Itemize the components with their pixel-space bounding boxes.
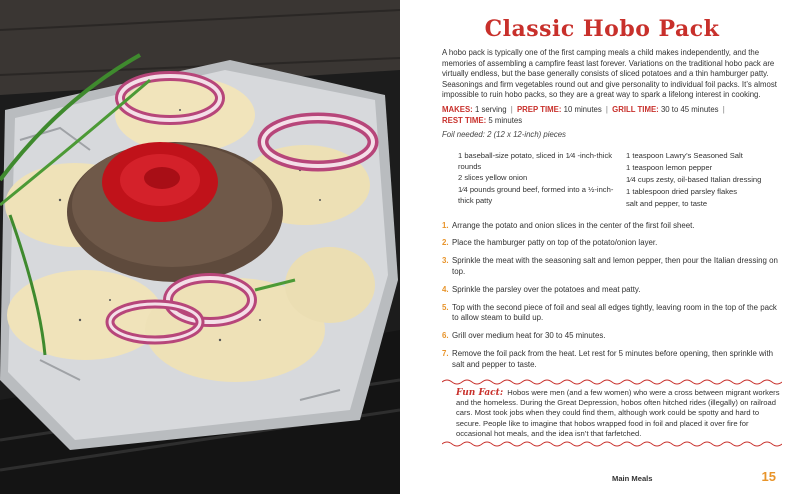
prep-time-value: 10 minutes xyxy=(563,104,602,114)
ingredient-item: 1⁄4 cups zesty, oil-based Italian dressing xyxy=(626,174,762,184)
step-text: Arrange the potato and onion slices in the center of the first foil sheet. xyxy=(452,220,695,230)
makes-label: MAKES: xyxy=(442,104,473,114)
prep-time-label: PREP TIME: xyxy=(516,104,562,114)
step-text: Grill over medium heat for 30 to 45 minutes. xyxy=(452,331,606,341)
step-text: Sprinkle the meat with the seasoning salt and lemon pepper, then pour the Italian dressing on top. xyxy=(452,256,778,277)
ingredient-item: 1 teaspoon lemon pepper xyxy=(626,163,713,173)
meta-separator: | xyxy=(605,104,608,114)
instruction-steps xyxy=(442,221,782,371)
step-text: Top with the second piece of foil and seal all edges tightly, leaving room in the top of the pack to allow steam to build up. xyxy=(452,302,777,323)
instruction-step xyxy=(442,238,782,249)
rest-time-label: REST TIME: xyxy=(442,115,487,125)
grill-time-label: GRILL TIME: xyxy=(612,104,659,114)
ingredients-column-left xyxy=(458,151,626,211)
meta-separator: | xyxy=(510,104,513,114)
ingredient-item: 1 tablespoon dried parsley flakes xyxy=(626,186,738,196)
rest-time-value: 5 minutes xyxy=(488,115,523,125)
makes-value: 1 serving xyxy=(474,104,507,114)
step-number: 4. xyxy=(442,284,449,294)
fun-fact-text: Hobos were men (and a few women) who were a cross between migrant workers and the homeless. During the Great Depression, hobos often hitched rides (illegally) on railroad cars. Most took jobs when they could find them, although work could be spotty and hard to secure. People like to imagine that hobos wrapped food in foil and placed it over fire for occasional hot meals, and the idea isn’t that farfetched. xyxy=(456,387,780,439)
step-number: 3. xyxy=(442,256,449,266)
meta-separator: | xyxy=(722,104,725,114)
foil-needed: Foil needed: 2 (12 x 12-inch) pieces xyxy=(442,130,566,140)
footer-section-name: Main Meals xyxy=(612,474,653,483)
instruction-step xyxy=(442,331,782,342)
ingredient-item: 1⁄4 pounds ground beef, formed into a ½-inch-thick patty xyxy=(458,185,614,205)
wavy-divider-bottom xyxy=(442,440,782,448)
step-number: 1. xyxy=(442,220,449,230)
fun-fact-box xyxy=(442,378,782,448)
recipe-meta xyxy=(442,105,782,126)
ingredients-column-right xyxy=(626,151,776,211)
instruction-step xyxy=(442,285,782,296)
recipe-intro: A hobo pack is typically one of the first camping meals a child makes independently, and the memories of assembling a campfire feast last forever. Variations on the traditional hobo pack are virtually endless, but the base generally consists of sliced potatoes and a thin hamburger patty. Seasonings and firm vegetables round out and give personality to individual foil packs. It’s almost impossible to ruin hobo packs, so they are a great way to spark a lifelong interest in cooking. xyxy=(442,48,777,100)
ingredient-item: 1 baseball-size potato, sliced in 1⁄4 -inch-thick rounds xyxy=(458,151,613,171)
step-text: Remove the foil pack from the heat. Let rest for 5 minutes before opening, then sprinkle with salt and pepper to taste. xyxy=(452,349,774,369)
step-number: 6. xyxy=(442,331,449,341)
step-number: 7. xyxy=(442,349,449,359)
step-number: 2. xyxy=(442,238,449,248)
ingredients-list xyxy=(458,151,782,211)
instruction-step xyxy=(442,256,782,278)
step-number: 5. xyxy=(442,302,449,312)
fun-fact-label: Fun Fact: xyxy=(456,387,504,398)
ingredient-item: salt and pepper, to taste xyxy=(626,198,708,208)
page-number: 15 xyxy=(761,469,776,484)
fun-fact-body xyxy=(442,386,782,440)
wavy-divider-top xyxy=(442,378,782,386)
instruction-step xyxy=(442,303,782,325)
ingredient-item: 2 slices yellow onion xyxy=(458,173,528,183)
instruction-step xyxy=(442,349,782,371)
step-text: Sprinkle the parsley over the potatoes and meat patty. xyxy=(452,284,641,294)
instruction-step xyxy=(442,221,782,232)
grill-time-value: 30 to 45 minutes xyxy=(660,104,719,114)
step-text: Place the hamburger patty on top of the potato/onion layer. xyxy=(452,238,658,248)
ingredient-item: 1 teaspoon Lawry’s Seasoned Salt xyxy=(626,151,743,161)
recipe-title: Classic Hobo Pack xyxy=(484,16,720,42)
recipe-page xyxy=(400,0,800,494)
